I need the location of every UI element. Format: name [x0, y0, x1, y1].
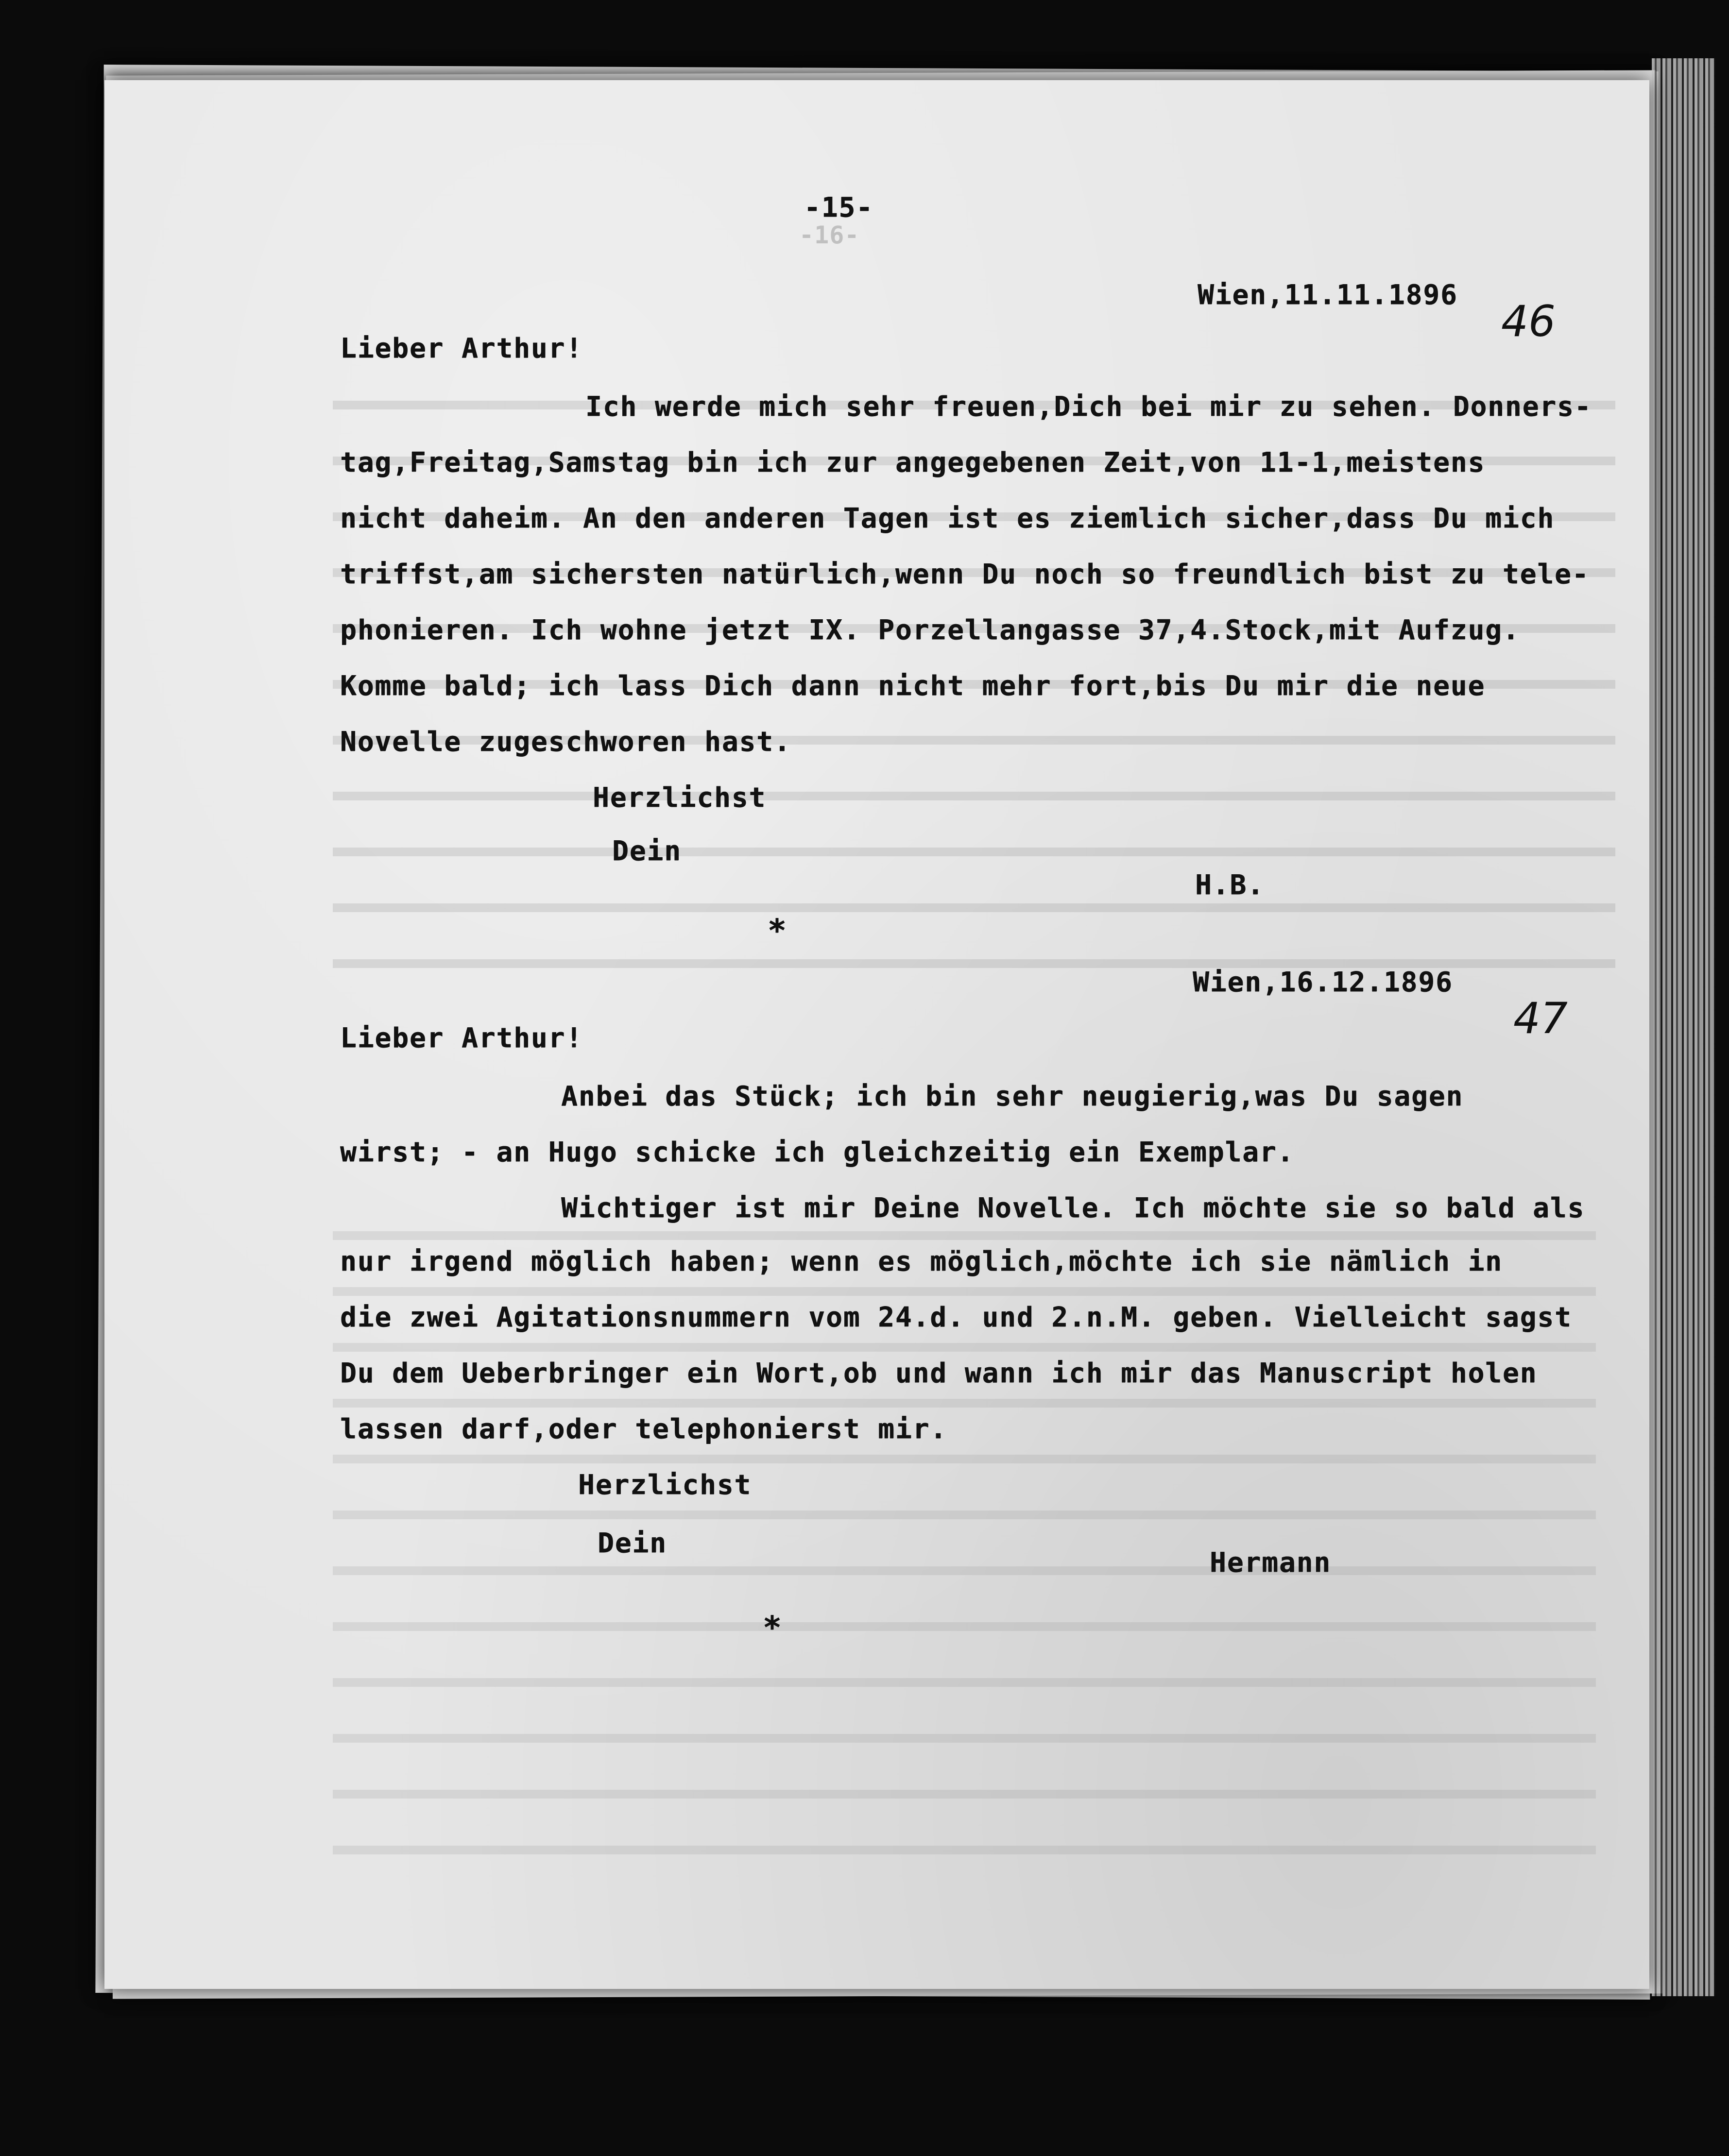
document-page: [104, 80, 1649, 1989]
letter2-body-line: nur irgend möglich haben; wenn es möglich,möchte ich sie nämlich in: [340, 1246, 1503, 1277]
letter2-body-line: wirst; - an Hugo schicke ich gleichzeitig ein Exemplar.: [340, 1137, 1295, 1168]
letter1-signature: H.B.: [1195, 869, 1265, 901]
letter1-closing-dein: Dein: [612, 835, 682, 867]
letter2-archive-number: 47: [1513, 993, 1568, 1043]
letter1-body-line: tag,Freitag,Samstag bin ich zur angegebenen Zeit,von 11-1,meistens: [340, 447, 1486, 478]
letter2-body-line: die zwei Agitationsnummern vom 24.d. und 2.n.M. geben. Vielleicht sagst: [340, 1302, 1572, 1333]
page-number: -15-: [804, 192, 873, 223]
letter2-separator: *: [763, 1610, 783, 1646]
letter2-body-line: lassen darf,oder telephonierst mir.: [340, 1413, 948, 1445]
letter2-body-line: Du dem Ueberbringer ein Wort,ob und wann ich mir das Manuscript holen: [340, 1358, 1538, 1389]
letter1-separator: *: [768, 913, 787, 949]
page-edge-strip: [1652, 58, 1715, 1996]
letter1-closing: Herzlichst: [593, 782, 767, 814]
letter2-body-line: Wichtiger ist mir Deine Novelle. Ich möchte sie so bald als: [561, 1192, 1585, 1224]
letter1-body-line: phonieren. Ich wohne jetzt IX. Porzellangasse 37,4.Stock,mit Aufzug.: [340, 614, 1520, 646]
letter1-body-line: nicht daheim. An den anderen Tagen ist es ziemlich sicher,dass Du mich: [340, 503, 1555, 534]
letter2-salutation: Lieber Arthur!: [340, 1022, 583, 1054]
letter2-body-line: Anbei das Stück; ich bin sehr neugierig,was Du sagen: [561, 1081, 1464, 1112]
letter1-body-line: triffst,am sichersten natürlich,wenn Du noch so freundlich bist zu tele-: [340, 559, 1590, 590]
letter2-date: Wien,16.12.1896: [1193, 967, 1453, 998]
letter1-body-line: Novelle zugeschworen hast.: [340, 726, 791, 758]
bleed-through-texture: [333, 1197, 1596, 1877]
letter1-body-line: Komme bald; ich lass Dich dann nicht mehr fort,bis Du mir die neue: [340, 670, 1486, 702]
letter1-salutation: Lieber Arthur!: [340, 333, 583, 364]
letter1-body-line: Ich werde mich sehr freuen,Dich bei mir zu sehen. Donners-: [585, 391, 1592, 423]
letter1-date: Wien,11.11.1896: [1198, 279, 1458, 311]
letter2-closing: Herzlichst: [578, 1469, 752, 1501]
letter2-signature: Hermann: [1210, 1547, 1332, 1579]
letter2-closing-dein: Dein: [598, 1528, 667, 1559]
letter1-archive-number: 46: [1501, 296, 1556, 346]
ghost-page-number: -16-: [799, 221, 860, 249]
